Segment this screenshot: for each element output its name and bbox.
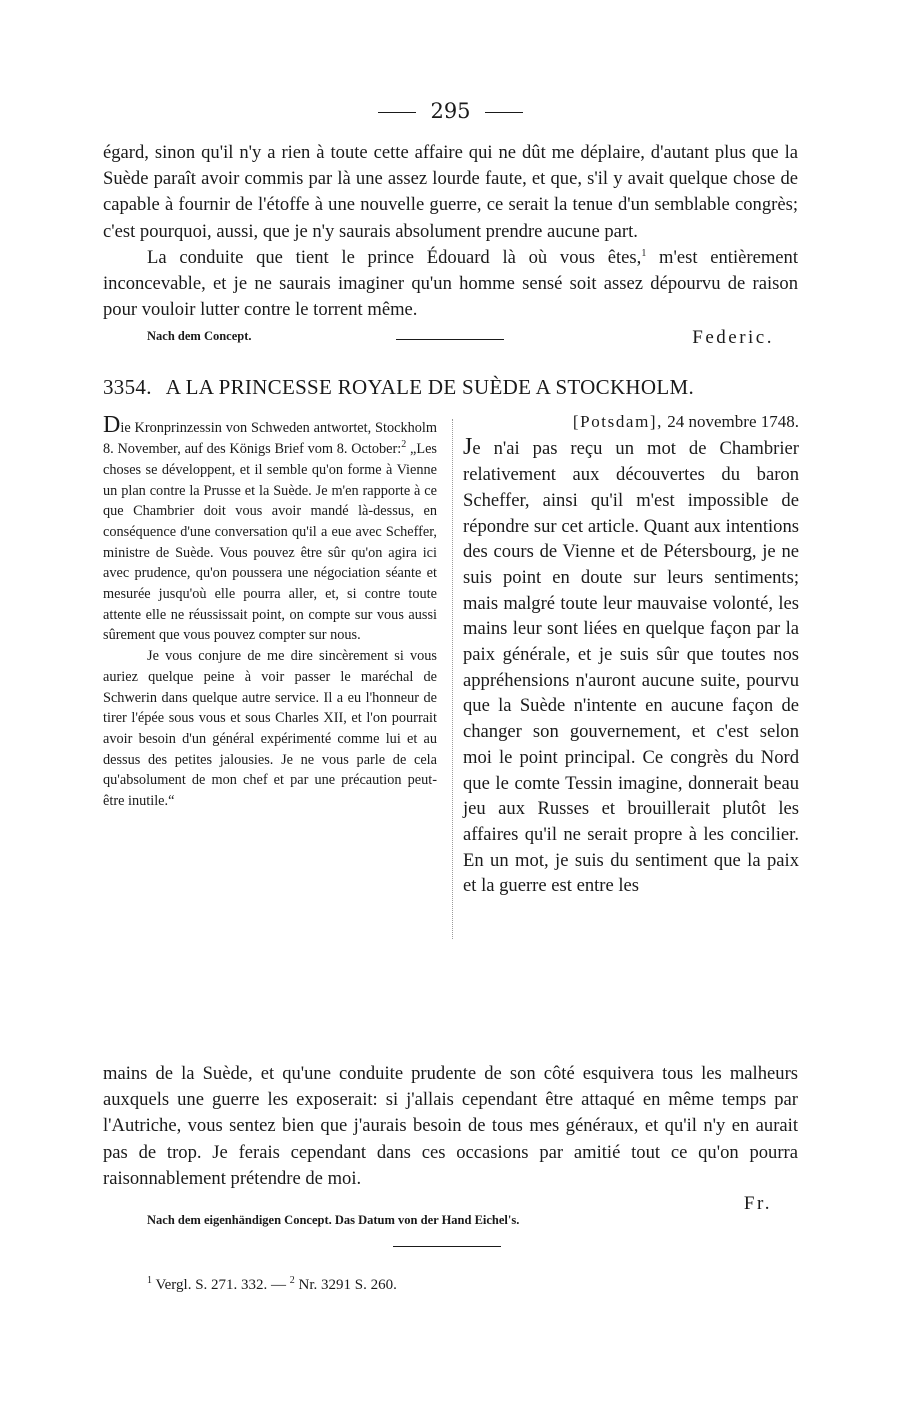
two-column-section bbox=[103, 412, 799, 1015]
letter-initial: J bbox=[463, 434, 473, 461]
footnote-1-text: Vergl. S. 271. 332. — bbox=[152, 1277, 290, 1293]
footnote-1-mark: 1 bbox=[147, 1275, 152, 1286]
footnote-2-text: Nr. 3291 S. 260. bbox=[294, 1277, 397, 1293]
signature-row-1 bbox=[103, 327, 798, 361]
letter-column bbox=[463, 409, 799, 899]
summary-p1-start: ie Kronprinzessin von Schweden antwortet, Stockholm 8. November, auf des Königs Brief vom 8. October: bbox=[103, 420, 437, 458]
summary-paragraph-2: Je vous conjure de me dire sincèrement si vous auriez quelque peine à voir passer le maréchal de Schwerin dans quelque autre service. Il a eu l'honneur de tirer l'épée sous vous et sous Charles XII, et l'on pourrait avoir besoin d'un général expérimenté comme lui et au dessus des petites jalousies. Je ne vous parle de cela qu'absolument de mon chef et par une précaution peut-être inutile.“ bbox=[103, 648, 437, 810]
source-note-2: Nach dem eigenhändigen Concept. Das Datum von der Hand Eichel's. bbox=[147, 1213, 520, 1227]
letter-title: A LA PRINCESSE ROYALE DE SUÈDE A STOCKHOLM. bbox=[165, 375, 694, 400]
summary-initial: D bbox=[103, 412, 121, 439]
top-paragraph-2-end: m'est entièrement inconcevable, et je ne saurais imaginer qu'un homme sensé soit assez dépourvu de raison pour vouloir lutter contre le torrent même. bbox=[103, 246, 798, 321]
signature-2: Fr. bbox=[743, 1193, 772, 1214]
dateline-date: 24 novembre 1748. bbox=[663, 412, 799, 432]
page-number-line bbox=[103, 96, 798, 140]
source-note-1: Nach dem Concept. bbox=[147, 329, 252, 344]
signature-1: Federic. bbox=[692, 327, 774, 349]
page-number-dash-left bbox=[378, 112, 416, 113]
dateline-place: [Potsdam], bbox=[572, 412, 664, 432]
summary-p1-end: „Les choses se développent, et il semble qu'on forme à Vienne un plan contre la Prusse et la Suède. Je m'en rapporte à ce que Chambrier doit vous avoir mandé là-dessus, en conséquence d'une conversation qu'il a eue avec Scheffer, ministre de Suède. Vous pouvez être sûr qu'on agira ici avec prudence, qu'on poussera une négociation séante et mesurée jusqu'où elle pourra aller, et, si contre toute attente elle ne réussissait point, on compte sur vous aussi sûrement que vous pouvez compter sur nous. bbox=[103, 441, 437, 644]
footnote-2-mark: 2 bbox=[289, 1275, 295, 1286]
letter-column-body: e n'ai pas reçu un mot de Chambrier relativement aux découvertes du baron Scheffer, ainsi qu'il m'est impossible de répondre sur cet article. Quant aux intentions des cours de Vienne et de Pétersbourg, je ne suis point en doute sur leurs sentiments; mais malgré toute leur mauvaise volonté, les mains leur sont liées en quelque façon par la paix générale, et je suis sûr que toutes nos appréhensions n'auront aucune suite, pourvu que la Suède n'intente en aucune façon de changer son gouvernement, et c'est selon moi le point principal. Ce congrès du Nord que le comte Tessin imagine, donnerait beau jeu aux Russes et brouillerait plutôt les affaires qu'il ne serait propre à les concilier. En un mot, je suis du sentiment que la paix et la guerre est entre les bbox=[463, 438, 799, 897]
dateline bbox=[463, 409, 799, 435]
footnotes bbox=[147, 1277, 397, 1294]
top-paragraph-2-start: La conduite que tient le prince Édouard là où vous êtes, bbox=[147, 246, 642, 268]
summary-column bbox=[103, 412, 437, 811]
top-paragraph-1: égard, sinon qu'il n'y a rien à toute cette affaire qui ne dût me déplaire, d'autant plus que la Suède paraît avoir commis par là une assez lourde faute, et que, s'il y avait quelque chose de capable à fournir de l'étoffe à une nouvelle guerre, ce serait la tenue d'un semblable congrès; c'est pourquoi, aussi, que je n'y saurais absolument prendre aucune part. bbox=[103, 142, 798, 242]
letter-continuation bbox=[103, 1061, 798, 1192]
footnote-ref-1: 1 bbox=[641, 247, 647, 259]
section-rule bbox=[396, 339, 504, 340]
top-paragraph-2 bbox=[103, 245, 798, 324]
column-divider bbox=[452, 419, 453, 939]
letter-full-width-text: mains de la Suède, et qu'une conduite prudente de son côté esquivera tous les malheurs auxquels une guerre les exposerait: si j'allais cependant être attaqué en même temps par l'Autriche, vous sentez bien que j'aurais besoin de tous mes généraux, et qu'il n'y en aurait pas de trop. Je ferais cependant dans ces occasions par amitié tout ce qu'on pourra raisonnablement prétendre de moi. bbox=[103, 1063, 798, 1189]
letter-number: 3354. bbox=[103, 375, 152, 400]
summary-paragraph-1 bbox=[103, 412, 437, 646]
letter-column-text bbox=[463, 435, 799, 899]
document-page bbox=[103, 96, 798, 1015]
page-number: 295 bbox=[430, 99, 471, 123]
footnote-rule bbox=[393, 1246, 501, 1247]
footnote-ref-2: 2 bbox=[401, 439, 407, 451]
page-number-dash-right bbox=[485, 112, 523, 113]
